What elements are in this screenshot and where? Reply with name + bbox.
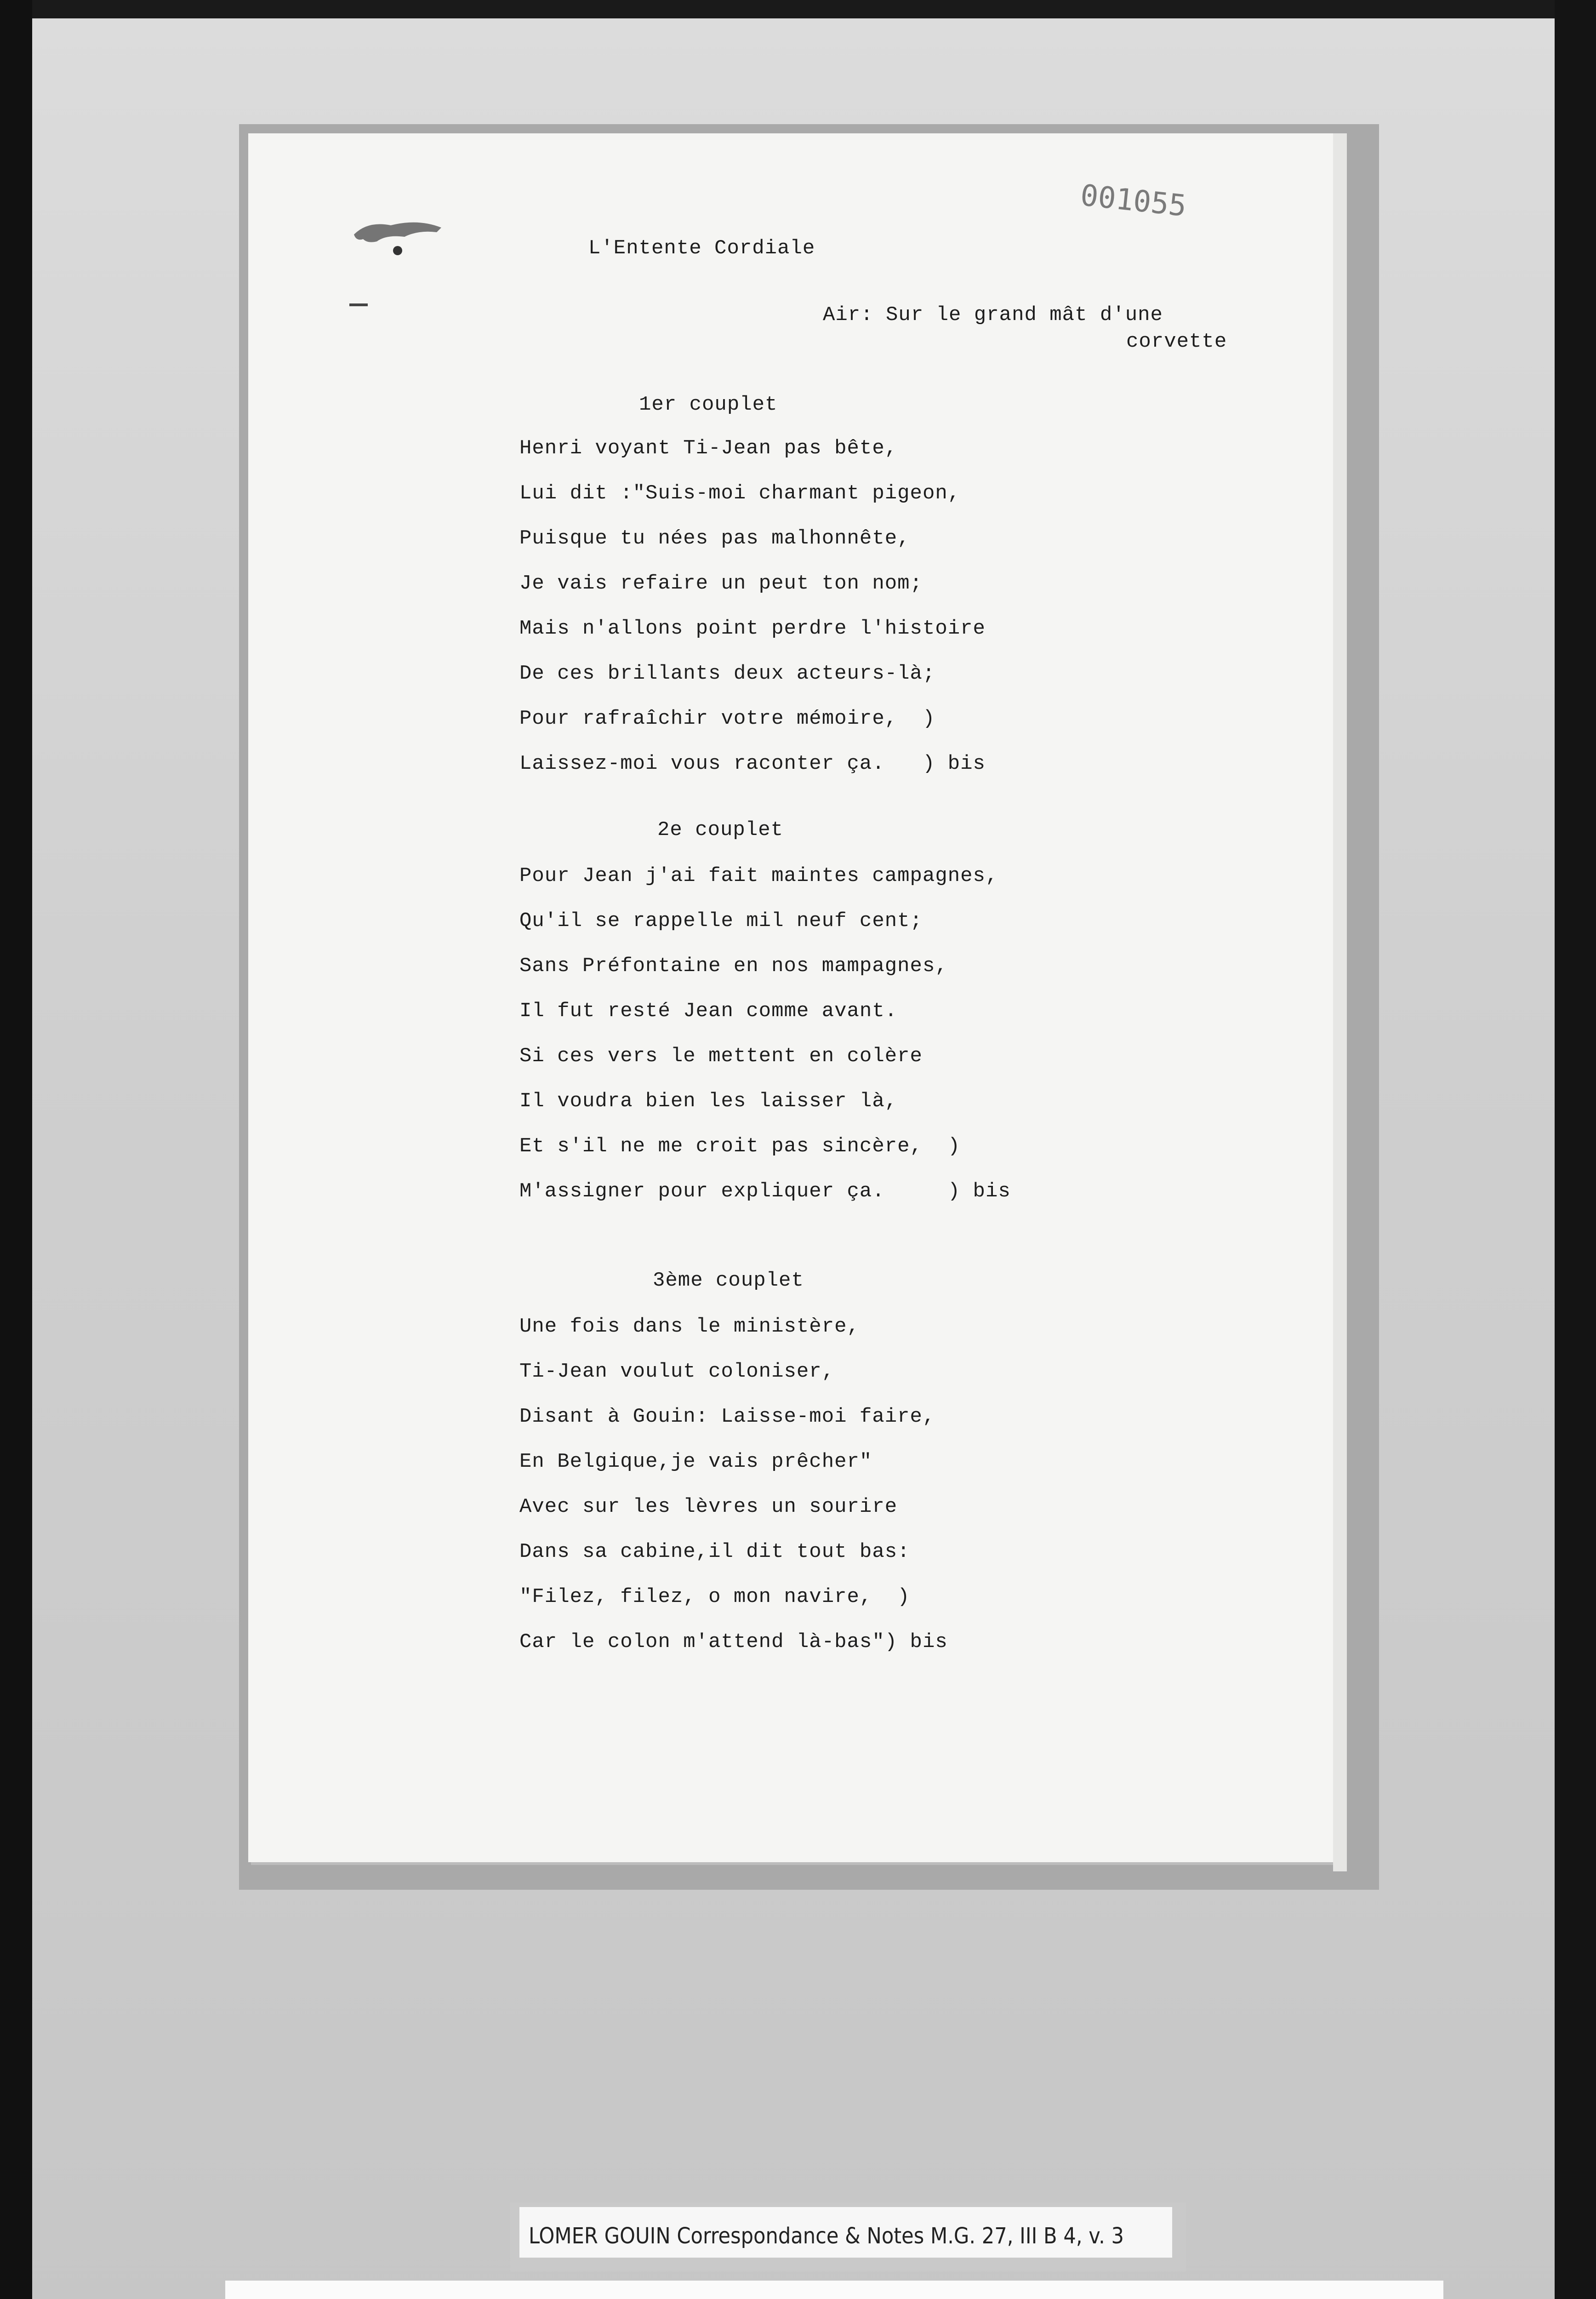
- verse-line: Laissez-moi vous raconter ça. ) bis: [519, 752, 986, 775]
- verse-line: Il voudra bien les laisser là,: [519, 1090, 898, 1113]
- sheet-edge: [1333, 133, 1347, 1871]
- collection-label-text: LOMER GOUIN Correspondance & Notes M.G. 27, III B 4, v. 3: [529, 2223, 1124, 2249]
- verse-line: Ti-Jean voulut coloniser,: [519, 1360, 835, 1383]
- page-stamp-number: 001055: [1078, 178, 1188, 223]
- verse-line: Sans Préfontaine en nos mampagnes,: [519, 955, 948, 978]
- verse-line: Mais n'allons point perdre l'histoire: [519, 617, 986, 640]
- film-edge-left: [0, 0, 32, 2299]
- verse-line: Pour rafraîchir votre mémoire, ): [519, 707, 935, 730]
- film-edge-top: [0, 0, 1596, 18]
- verse-line: "Filez, filez, o mon navire, ): [519, 1585, 910, 1608]
- couplet-heading: 1er couplet: [639, 393, 778, 416]
- verse-line: Henri voyant Ti-Jean pas bête,: [519, 437, 898, 460]
- document-title: L'Entente Cordiale: [588, 237, 815, 260]
- margin-dash: [349, 303, 368, 306]
- verse-line: Une fois dans le ministère,: [519, 1315, 860, 1338]
- couplet-heading: 3ème couplet: [653, 1269, 804, 1292]
- verse-line: Puisque tu nées pas malhonnête,: [519, 527, 910, 550]
- verse-line: Je vais refaire un peut ton nom;: [519, 572, 923, 595]
- film-edge-right: [1555, 0, 1596, 2299]
- verse-line: M'assigner pour expliquer ça. ) bis: [519, 1180, 1011, 1203]
- archive-card: [225, 2281, 1443, 2299]
- air-line-2: corvette: [1126, 330, 1227, 353]
- verse-line: En Belgique,je vais prêcher": [519, 1450, 872, 1473]
- ink-blot-icon: [349, 216, 446, 257]
- verse-line: Il fut resté Jean comme avant.: [519, 1000, 898, 1023]
- verse-line: Dans sa cabine,il dit tout bas:: [519, 1540, 910, 1563]
- verse-line: Disant à Gouin: Laisse-moi faire,: [519, 1405, 935, 1428]
- verse-line: De ces brillants deux acteurs-là;: [519, 662, 935, 685]
- verse-line: Et s'il ne me croit pas sincère, ): [519, 1135, 961, 1158]
- verse-line: Si ces vers le mettent en colère: [519, 1045, 923, 1068]
- verse-line: Pour Jean j'ai fait maintes campagnes,: [519, 864, 998, 887]
- verse-line: Car le colon m'attend là-bas") bis: [519, 1630, 948, 1653]
- air-line-1: Air: Sur le grand mât d'une: [823, 303, 1163, 326]
- verse-line: Avec sur les lèvres un sourire: [519, 1495, 898, 1518]
- verse-line: Qu'il se rappelle mil neuf cent;: [519, 909, 923, 932]
- verse-line: Lui dit :"Suis-moi charmant pigeon,: [519, 482, 961, 505]
- couplet-heading: 2e couplet: [657, 818, 784, 841]
